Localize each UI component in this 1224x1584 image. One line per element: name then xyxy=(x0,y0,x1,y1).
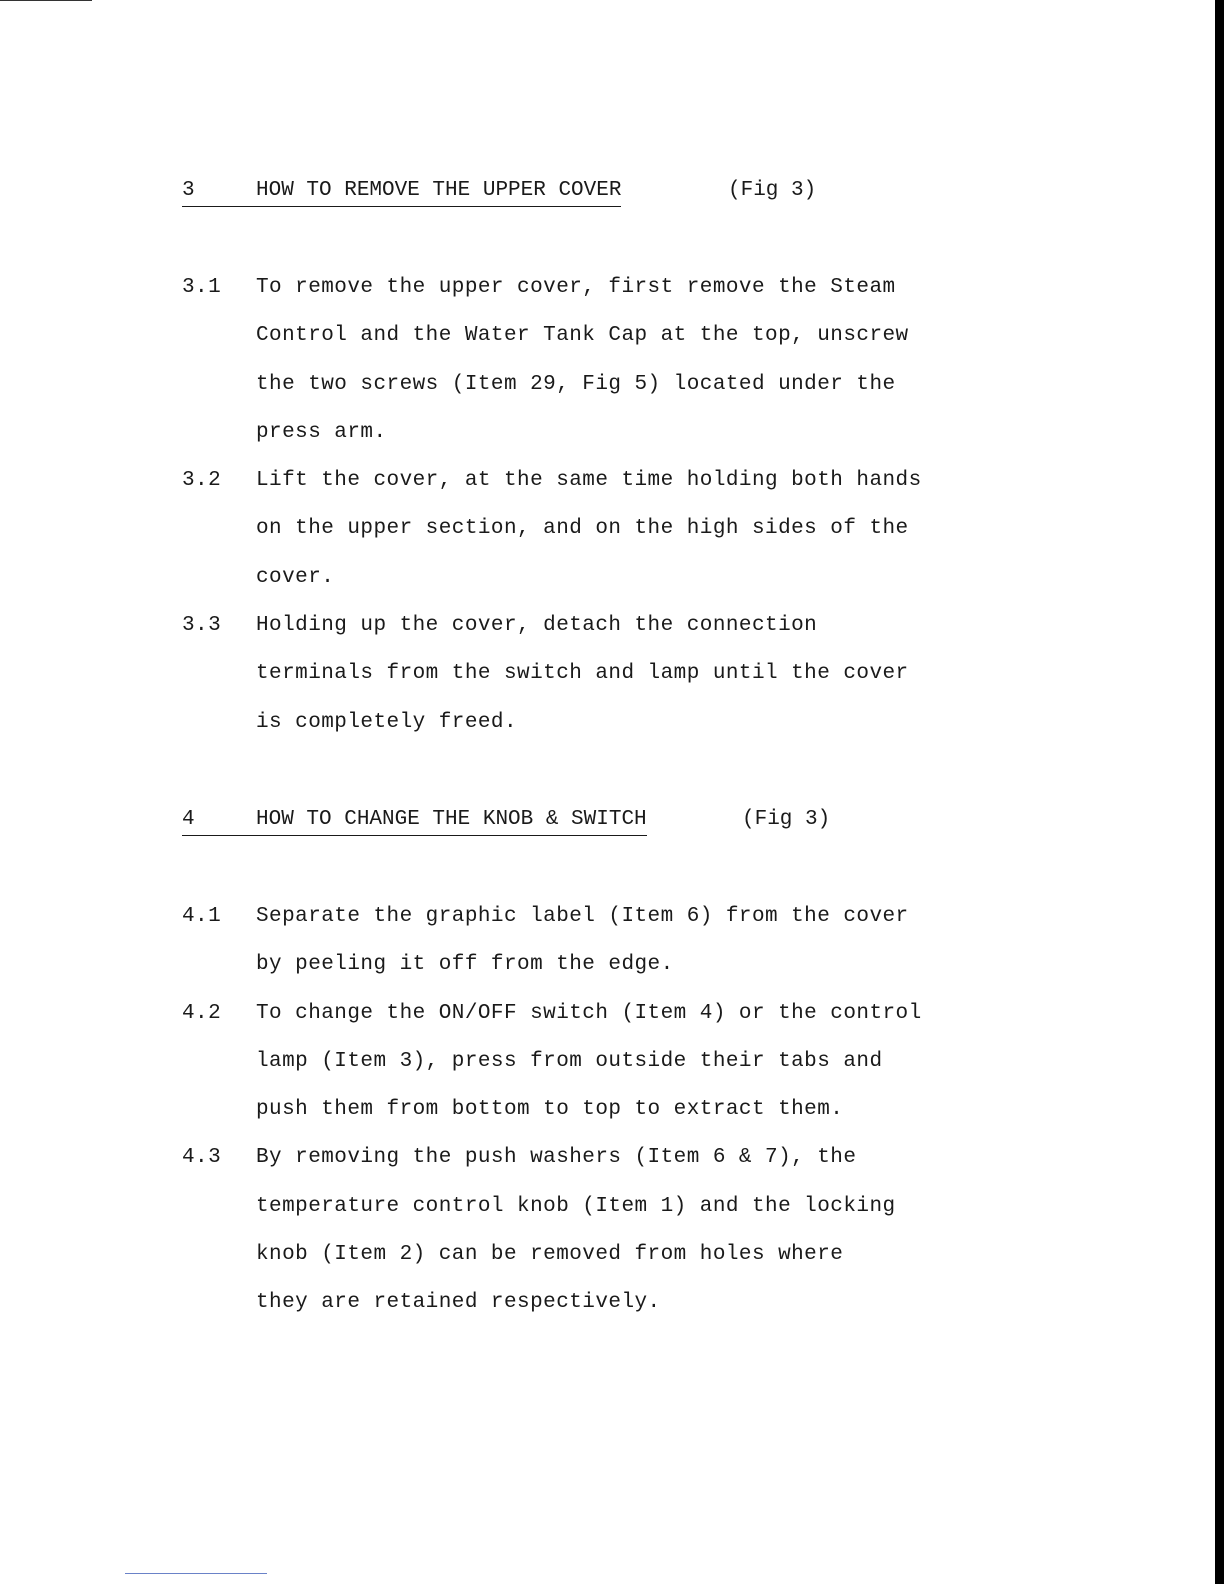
item-number: 3.1 xyxy=(182,276,222,299)
item-text-line: on the upper section, and on the high sides of the xyxy=(256,517,909,541)
item-text-line: knob (Item 2) can be removed from holes where xyxy=(256,1243,844,1267)
list-item xyxy=(182,893,1042,990)
item-text-line: cover. xyxy=(256,565,335,589)
figure-reference: (Fig 3) xyxy=(742,808,831,831)
item-text-line: is completely freed. xyxy=(256,710,518,734)
section-items xyxy=(182,264,1042,747)
item-text-line: by peeling it off from the edge. xyxy=(256,953,674,977)
section-title: HOW TO CHANGE THE KNOB & SWITCH xyxy=(256,808,647,831)
item-text-line: To change the ON/OFF switch (Item 4) or the control xyxy=(256,1001,922,1025)
section-heading xyxy=(182,176,1042,206)
section-title: HOW TO REMOVE THE UPPER COVER xyxy=(256,179,622,202)
section-number: 3 xyxy=(182,179,195,202)
section-3 xyxy=(182,176,1042,734)
item-text-line: lamp (Item 3), press from outside their tabs and xyxy=(256,1049,883,1073)
section-number: 4 xyxy=(182,808,195,831)
figure-reference: (Fig 3) xyxy=(728,179,817,202)
item-text-line: they are retained respectively. xyxy=(256,1291,661,1315)
item-number: 3.3 xyxy=(182,614,222,638)
section-items xyxy=(182,893,1042,1328)
scan-artifact-right-edge xyxy=(1215,0,1224,1584)
item-text-line: Control and the Water Tank Cap at the top, unscrew xyxy=(256,324,909,348)
list-item xyxy=(182,602,1042,747)
item-text-line: push them from bottom to top to extract them. xyxy=(256,1098,844,1122)
list-item xyxy=(182,990,1042,1135)
item-number: 4.3 xyxy=(182,1146,222,1170)
item-text-line: press arm. xyxy=(256,420,387,444)
item-text-line: To remove the upper cover, first remove the Steam xyxy=(256,276,896,299)
scan-artifact-bottom xyxy=(125,1573,267,1574)
item-number: 4.1 xyxy=(182,905,222,928)
item-text-line: By removing the push washers (Item 6 & 7), the xyxy=(256,1146,857,1170)
item-text-line: temperature control knob (Item 1) and the locking xyxy=(256,1194,896,1218)
section-heading xyxy=(182,805,1042,835)
item-number: 4.2 xyxy=(182,1001,222,1025)
item-number: 3.2 xyxy=(182,469,222,493)
section-heading-underlined xyxy=(182,807,647,836)
list-item xyxy=(182,1134,1042,1327)
item-text-line: Lift the cover, at the same time holding both hands xyxy=(256,469,922,493)
item-text-line: the two screws (Item 29, Fig 5) located under the xyxy=(256,372,896,396)
item-text-line: terminals from the switch and lamp until the cover xyxy=(256,662,909,686)
section-4 xyxy=(182,805,1042,1315)
list-item xyxy=(182,264,1042,457)
scan-artifact-top xyxy=(0,0,92,1)
item-text-line: Separate the graphic label (Item 6) from the cover xyxy=(256,905,909,928)
list-item xyxy=(182,457,1042,602)
item-text-line: Holding up the cover, detach the connection xyxy=(256,614,818,638)
section-heading-underlined xyxy=(182,178,621,207)
